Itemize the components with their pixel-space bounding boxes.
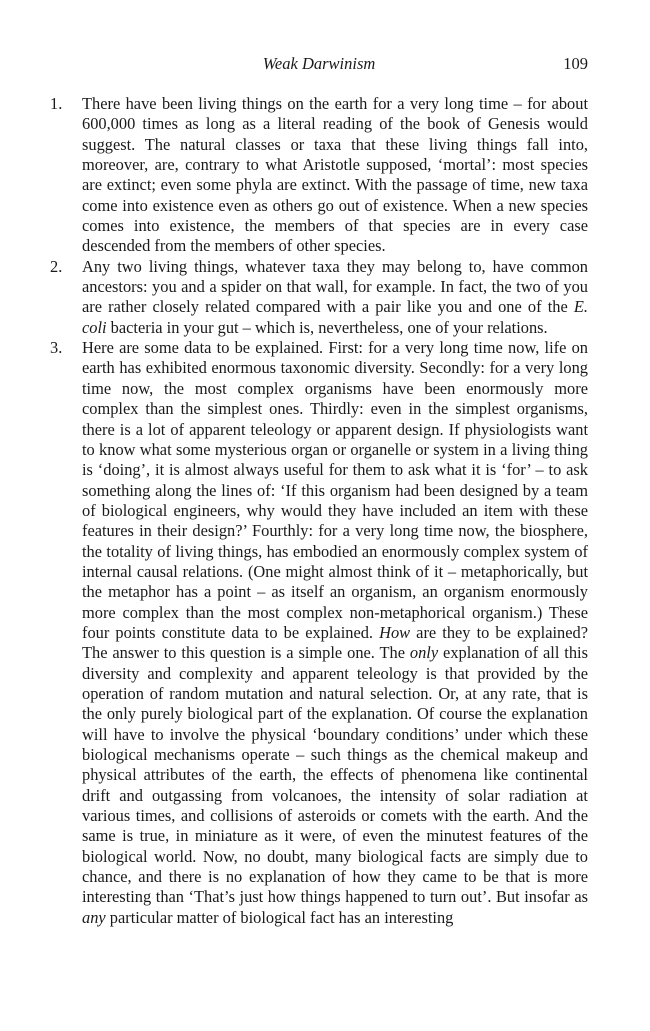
paragraph-text: explanation of all this diversity and complexity and apparent teleology is that provided by the operation of random mutation and natural selection. Or, at any rate, that is the only purely biological part of the explanation. Of course the explanation will have to involve the physical ‘boundary conditions’ under which these biological mechanisms operate – such things as the chemical makeup and physical attributes of the earth, the effects of phenomena like continental drift and outgassing from volcanoes, the intensity of solar radiation at various times, and collisions of asteroids or comets with the earth. And the same is true, in miniature as it were, of even the minutest features of the biological world. Now, no doubt, many biological facts are simply due to chance, and there is no explanation of how they came to be that is more interesting than ‘That’s just how things happened to turn out’. But insofar as (82, 643, 588, 907)
paragraph-text: Here are some data to be explained. First: for a very long time now, life on earth has exhibited enormous taxonomic diversity. Secondly: for a very long time now, the most complex organisms have been enormously more complex than the simplest ones. Thirdly: even in the simplest organisms, there is a lot of apparent teleology or apparent design. If physiologists want to know what some mysterious organ or organelle or system in a living thing is ‘doing’, it is almost always useful for them to ask what it is ‘for’ – to ask something along the lines of: ‘If this organism had been designed by a team of biological engineers, why would they have included an item with these features in their design?’ Fourthly: for a very long time now, the biosphere, the totality of living things, has embodied an enormously complex system of internal causal relations. (One might almost think of it – metaphorically, but the metaphor has a point – as itself an organism, an organism enormously more complex than the most complex non-metaphorical organism.) These four points constitute data to be explained. (82, 338, 588, 642)
item-number: 1. (50, 94, 63, 113)
page-number: 109 (563, 54, 588, 73)
item-number: 3. (50, 338, 63, 358)
paragraph-text: are they to be explained? The answer to this question is a simple one. The (82, 622, 588, 663)
paragraph-text: particular matter of biological fact has an interesting (105, 907, 454, 927)
numbered-list (50, 94, 588, 928)
item-number: 2. (50, 256, 63, 276)
running-head (50, 54, 588, 80)
paragraph-text: There have been living things on the earth for a very long time – for about 600,000 times as long as a literal reading of the book of Genesis would suggest. The natural classes or taxa that these living things fall into, moreover, are, contrary to what Aristotle supposed, ‘mortal’: most species are extinct; even some phyla are extinct. With the passage of time, new taxa come into existence even as others go out of existence. When a new species comes into existence, the members of that species are in every case descended from the members of other species. (82, 94, 588, 256)
list-item (50, 257, 588, 338)
emphasis: only (409, 643, 439, 663)
species-name: E. coli (82, 297, 588, 337)
paragraph-text: Any two living things, whatever taxa they may belong to, have common ancestors: you and a spider on that wall, for example. In fact, the two of you are rather closely related compared with a pair like you and one of the (82, 256, 588, 317)
list-item (50, 94, 588, 257)
emphasis: any (82, 907, 106, 927)
paragraph-text: bacteria in your gut – which is, nevertheless, one of your relations. (106, 317, 548, 337)
list-item (50, 338, 588, 928)
running-title: Weak Darwinism (262, 54, 376, 73)
emphasis: How (379, 622, 411, 642)
